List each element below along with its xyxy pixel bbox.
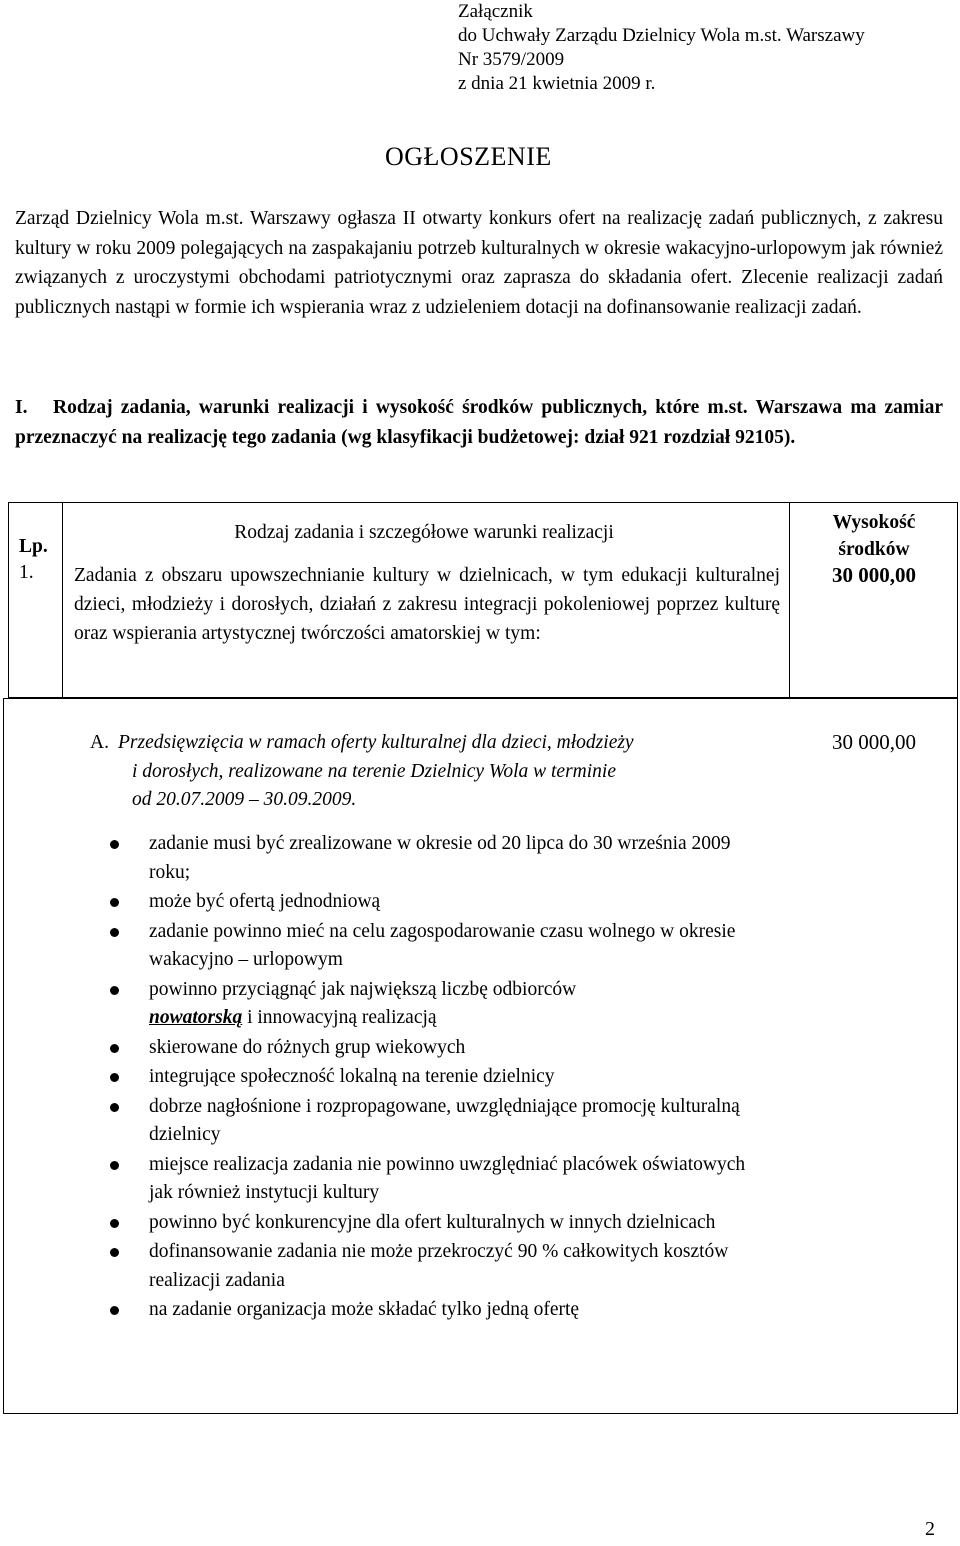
list-item: zadanie musi być zrealizowane w okresie od 20 lipca do 30 września 2009 roku;	[110, 830, 770, 887]
section-number: I.	[15, 397, 28, 418]
row-amount: 30 000,00	[832, 563, 916, 587]
attachment-line: do Uchwały Zarządu Dzielnicy Wola m.st. Warszawy	[458, 25, 865, 46]
list-item: dobrze nagłośnione i rozpropagowane, uwzględniające promocję kulturalną dzielnicy	[110, 1093, 770, 1150]
list-item: powinno być konkurencyjne dla ofert kulturalnych w innych dzielnicach	[110, 1209, 770, 1238]
subtask-heading-line: i dorosłych, realizowane na terenie Dzielnicy Wola w terminie	[132, 760, 616, 782]
bullet-icon	[110, 986, 119, 995]
page-number: 2	[925, 1518, 935, 1540]
subtask-amount: 30 000,00	[832, 730, 916, 754]
list-item: dofinansowanie zadania nie może przekroczyć 90 % całkowitych kosztów realizacji zadania	[110, 1238, 770, 1295]
attachment-line: z dnia 21 kwietnia 2009 r.	[458, 73, 656, 94]
document-title: OGŁOSZENIE	[385, 142, 552, 171]
intro-paragraph: Zarząd Dzielnicy Wola m.st. Warszawy ogłasza II otwarty konkurs ofert na realizację zadań publicznych, z zakresu kultury w roku 2009 polegających na zaspakajaniu potrzeb kulturalnych w okresie wakacyjno-urlopowym jak również związanych z uroczystymi obchodami patriotycznymi oraz zaprasza do składania ofert. Zlecenie realizacji zadań publicznych nastąpi w formie ich wspierania wraz z udzieleniem dotacji na dofinansowanie realizacji zadań.	[15, 208, 943, 318]
emphasis-text: nowatorską	[149, 1007, 243, 1028]
column-header-task: Rodzaj zadania i szczegółowe warunki realizacji	[234, 522, 614, 543]
column-header-amount	[790, 509, 958, 563]
column-header-lp: Lp.	[19, 536, 48, 557]
bullet-icon	[110, 1306, 119, 1315]
list-item: skierowane do różnych grup wiekowych	[110, 1034, 770, 1063]
attachment-line: Nr 3579/2009	[458, 49, 565, 70]
bullet-icon	[110, 840, 119, 849]
subtask-heading-line: od 20.07.2009 – 30.09.2009.	[132, 789, 357, 810]
list-item: zadanie powinno mieć na celu zagospodarowanie czasu wolnego w okresie wakacyjno – urlopowym	[110, 918, 770, 975]
list-item: miejsce realizacja zadania nie powinno uwzględniać placówek oświatowych jak również instytucji kultury	[110, 1151, 770, 1208]
list-item: integrujące społeczność lokalną na terenie dzielnicy	[110, 1063, 770, 1092]
bullet-icon	[110, 1248, 119, 1257]
subtask-label: A.	[90, 732, 109, 753]
row-number: 1.	[19, 562, 34, 583]
list-item: powinno przyciągnąć jak największą liczbę odbiorców nowatorską i innowacyjną realizacją	[110, 976, 770, 1033]
column-header-amount-line: środków	[838, 539, 910, 560]
list-item: może być ofertą jednodniową	[110, 888, 770, 917]
bullet-icon	[110, 928, 119, 937]
attachment-line: Załącznik	[458, 1, 533, 22]
subtask-heading-line: Przedsięwzięcia w ramach oferty kulturalnej dla dzieci, młodzieży	[118, 732, 634, 753]
bullet-icon	[110, 1103, 119, 1112]
section-heading	[15, 393, 943, 452]
bullet-icon	[110, 1161, 119, 1170]
conditions-list	[110, 830, 770, 1326]
bullet-icon	[110, 898, 119, 907]
subtask-heading	[90, 729, 780, 815]
list-item: na zadanie organizacja może składać tylko jedną ofertę	[110, 1296, 770, 1325]
bullet-icon	[110, 1044, 119, 1053]
row-description: Zadania z obszaru upowszechnianie kultury w dzielnicach, w tym edukacji kulturalnej dzieci, młodzieży i dorosłych, działań z zakresu integracji pokoleniowej poprzez kulturę oraz wspierania artystycznej twórczości amatorskiej w tym:	[74, 565, 780, 644]
attachment-header	[458, 0, 865, 96]
bullet-icon	[110, 1219, 119, 1228]
bullet-icon	[110, 1073, 119, 1082]
column-header-amount-line: Wysokość	[832, 512, 916, 533]
table-divider	[62, 502, 63, 698]
section-text: Rodzaj zadania, warunki realizacji i wysokość środków publicznych, które m.st. Warszawa ma zamiar przeznaczyć na realizację tego zadania (wg klasyfikacji budżetowej: dział 921 rozdział 92105).	[15, 397, 943, 448]
